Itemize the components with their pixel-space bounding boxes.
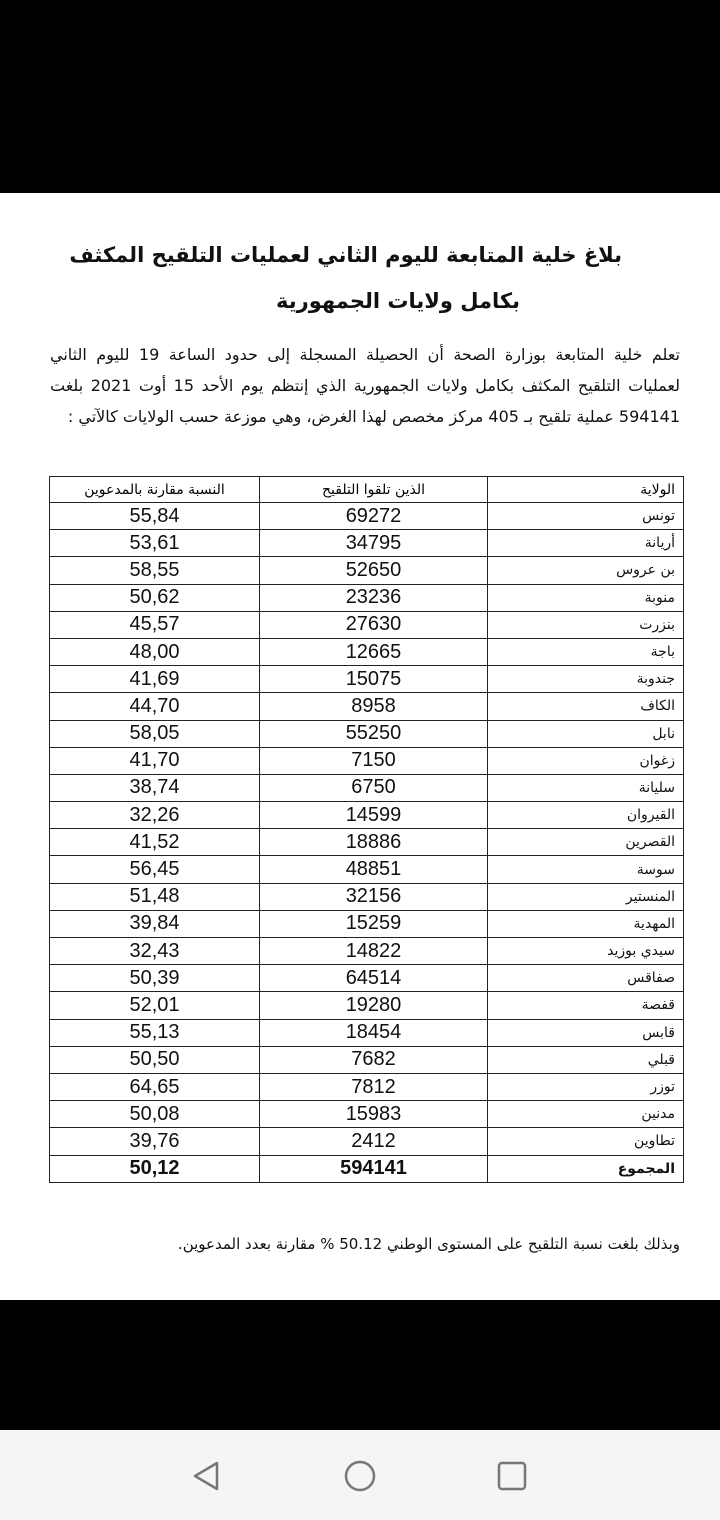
cell-governorate: جندوبة <box>488 666 684 693</box>
cell-rate: 50,50 <box>50 1046 260 1073</box>
android-navigation-bar <box>0 1430 720 1520</box>
table-row <box>50 1019 684 1046</box>
cell-vaccinated: 14822 <box>260 938 488 965</box>
table-row <box>50 992 684 1019</box>
cell-governorate: قفصة <box>488 992 684 1019</box>
cell-governorate: باجة <box>488 638 684 665</box>
cell-vaccinated: 52650 <box>260 557 488 584</box>
cell-rate: 55,13 <box>50 1019 260 1046</box>
table-row <box>50 747 684 774</box>
national-rate-note: وبذلك بلغت نسبة التلقيح على المستوى الوطني 50.12 % مقارنة بعدد المدعوين. <box>177 1235 680 1253</box>
cell-vaccinated: 34795 <box>260 530 488 557</box>
cell-vaccinated: 23236 <box>260 584 488 611</box>
cell-vaccinated: 64514 <box>260 965 488 992</box>
table-row <box>50 530 684 557</box>
cell-governorate: القيروان <box>488 802 684 829</box>
cell-governorate: منوبة <box>488 584 684 611</box>
cell-vaccinated: 12665 <box>260 638 488 665</box>
table-row <box>50 693 684 720</box>
cell-vaccinated: 18454 <box>260 1019 488 1046</box>
cell-vaccinated: 7812 <box>260 1073 488 1100</box>
table-row <box>50 829 684 856</box>
table-body <box>50 503 684 1183</box>
cell-governorate: بنزرت <box>488 611 684 638</box>
cell-vaccinated: 15983 <box>260 1101 488 1128</box>
cell-governorate: صفاقس <box>488 965 684 992</box>
header-governorate: الولاية <box>488 477 684 503</box>
cell-governorate: الكاف <box>488 693 684 720</box>
cell-governorate: بن عروس <box>488 557 684 584</box>
cell-rate: 58,55 <box>50 557 260 584</box>
cell-rate: 53,61 <box>50 530 260 557</box>
vaccination-table-container <box>49 476 683 1183</box>
table-row <box>50 856 684 883</box>
table-row <box>50 1073 684 1100</box>
cell-vaccinated: 7150 <box>260 747 488 774</box>
cell-governorate: قابس <box>488 1019 684 1046</box>
cell-rate: 50,39 <box>50 965 260 992</box>
header-vaccinated: الذين تلقوا التلقيح <box>260 477 488 503</box>
table-row <box>50 965 684 992</box>
cell-vaccinated: 6750 <box>260 774 488 801</box>
cell-rate: 41,52 <box>50 829 260 856</box>
table-row <box>50 1128 684 1155</box>
table-row <box>50 584 684 611</box>
cell-vaccinated: 48851 <box>260 856 488 883</box>
table-row <box>50 638 684 665</box>
table-header-row <box>50 477 684 503</box>
cell-governorate: نابل <box>488 720 684 747</box>
home-circle-icon[interactable] <box>340 1458 380 1494</box>
cell-governorate: توزر <box>488 1073 684 1100</box>
cell-rate: 56,45 <box>50 856 260 883</box>
cell-rate: 32,26 <box>50 802 260 829</box>
cell-rate: 48,00 <box>50 638 260 665</box>
document-title-line2: بكامل ولايات الجمهورية <box>276 289 520 313</box>
table-row <box>50 720 684 747</box>
cell-governorate: سوسة <box>488 856 684 883</box>
cell-governorate: قبلي <box>488 1046 684 1073</box>
table-row <box>50 802 684 829</box>
cell-vaccinated: 8958 <box>260 693 488 720</box>
cell-vaccinated: 27630 <box>260 611 488 638</box>
table-row <box>50 1101 684 1128</box>
cell-vaccinated: 594141 <box>260 1155 488 1182</box>
table-row <box>50 666 684 693</box>
table-row <box>50 938 684 965</box>
table-total-row <box>50 1155 684 1182</box>
cell-rate: 64,65 <box>50 1073 260 1100</box>
table-row <box>50 557 684 584</box>
intro-paragraph: تعلم خلية المتابعة بوزارة الصحة أن الحصيلة المسجلة إلى حدود الساعة 19 لليوم الثاني لعمليات التلقيح المكثف بكامل ولايات الجمهورية الذي إنتظم يوم الأحد 15 أوت 2021 بلغت 594141 عملية تلقيح بـ 405 مركز مخصص لهذا الغرض، وهي موزعة حسب الولايات كالآتي : <box>50 345 681 426</box>
recent-square-icon[interactable] <box>492 1458 532 1494</box>
cell-rate: 45,57 <box>50 611 260 638</box>
header-rate: النسبة مقارنة بالمدعوين <box>50 477 260 503</box>
cell-governorate: مدنين <box>488 1101 684 1128</box>
table-row <box>50 910 684 937</box>
cell-governorate: القصرين <box>488 829 684 856</box>
cell-vaccinated: 2412 <box>260 1128 488 1155</box>
cell-vaccinated: 14599 <box>260 802 488 829</box>
cell-governorate: زغوان <box>488 747 684 774</box>
cell-governorate: سيدي بوزيد <box>488 938 684 965</box>
cell-rate: 44,70 <box>50 693 260 720</box>
cell-rate: 50,12 <box>50 1155 260 1182</box>
cell-rate: 41,69 <box>50 666 260 693</box>
cell-vaccinated: 19280 <box>260 992 488 1019</box>
back-triangle-icon[interactable] <box>186 1458 226 1494</box>
cell-governorate: تونس <box>488 503 684 530</box>
cell-rate: 39,84 <box>50 910 260 937</box>
cell-rate: 32,43 <box>50 938 260 965</box>
cell-vaccinated: 7682 <box>260 1046 488 1073</box>
cell-rate: 50,62 <box>50 584 260 611</box>
cell-rate: 58,05 <box>50 720 260 747</box>
cell-governorate: تطاوين <box>488 1128 684 1155</box>
table-row <box>50 774 684 801</box>
cell-vaccinated: 18886 <box>260 829 488 856</box>
cell-governorate: المهدية <box>488 910 684 937</box>
cell-rate: 55,84 <box>50 503 260 530</box>
cell-vaccinated: 15259 <box>260 910 488 937</box>
table-row <box>50 1046 684 1073</box>
document-title-line1: بلاغ خلية المتابعة لليوم الثاني لعمليات التلقيح المكثف <box>69 243 622 267</box>
vaccination-table <box>49 476 684 1183</box>
cell-rate: 52,01 <box>50 992 260 1019</box>
cell-vaccinated: 32156 <box>260 883 488 910</box>
cell-governorate: المنستير <box>488 883 684 910</box>
cell-governorate: أريانة <box>488 530 684 557</box>
cell-vaccinated: 15075 <box>260 666 488 693</box>
cell-rate: 39,76 <box>50 1128 260 1155</box>
cell-rate: 51,48 <box>50 883 260 910</box>
table-row <box>50 503 684 530</box>
cell-rate: 38,74 <box>50 774 260 801</box>
document-page <box>0 193 720 1300</box>
cell-governorate: سليانة <box>488 774 684 801</box>
table-row <box>50 883 684 910</box>
top-black-bar <box>0 0 720 193</box>
table-row <box>50 611 684 638</box>
cell-rate: 41,70 <box>50 747 260 774</box>
cell-governorate: المجموع <box>488 1155 684 1182</box>
cell-rate: 50,08 <box>50 1101 260 1128</box>
cell-vaccinated: 69272 <box>260 503 488 530</box>
cell-vaccinated: 55250 <box>260 720 488 747</box>
